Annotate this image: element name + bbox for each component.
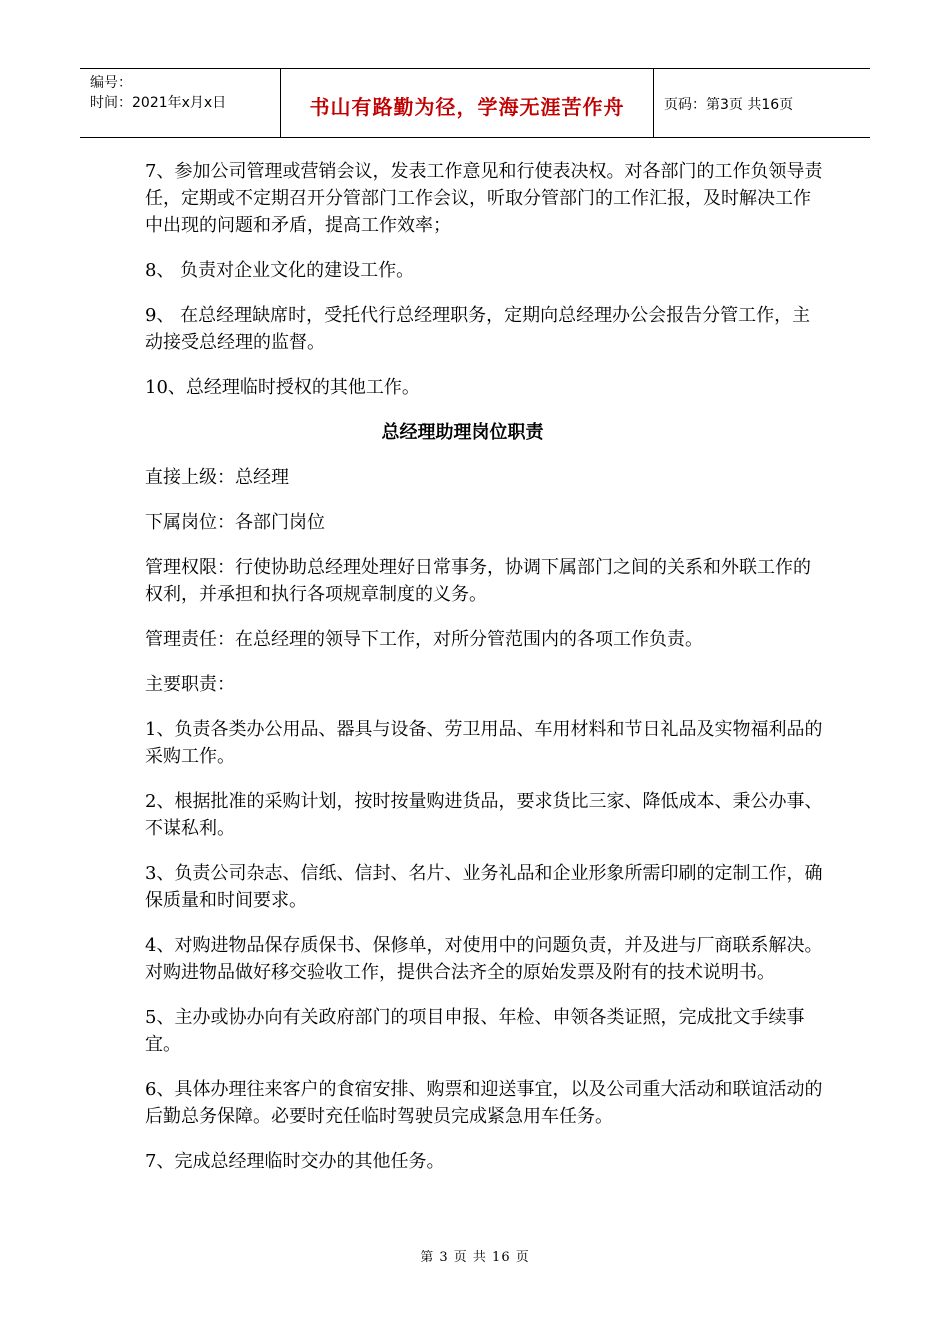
document-body <box>145 158 825 1193</box>
paragraph: 主要职责： <box>145 674 235 695</box>
paragraph: 直接上级：总经理 <box>145 467 289 488</box>
header-time-label: 时间：2021年x月x日 <box>90 95 227 111</box>
paragraph: 3、负责公司杂志、信纸、信封、名片、业务礼品和企业形象所需印刷的定制工作，确保质量和时间要求。 <box>145 863 823 911</box>
document-header <box>80 68 870 138</box>
paragraph: 7、参加公司管理或营销会议，发表工作意见和行使表决权。对各部门的工作负领导责任，定期或不定期召开分管部门工作会议，听取分管部门的工作汇报，及时解决工作中出现的问题和矛盾，提高工作效率； <box>145 161 823 236</box>
section-title: 总经理助理岗位职责 <box>381 422 544 443</box>
paragraph: 6、具体办理往来客户的食宿安排、购票和迎送事宜，以及公司重大活动和联谊活动的后勤总务保障。必要时充任临时驾驶员完成紧急用车任务。 <box>145 1079 823 1127</box>
paragraph: 8、 负责对企业文化的建设工作。 <box>145 260 415 281</box>
header-meta <box>80 69 281 137</box>
paragraph: 10、总经理临时授权的其他工作。 <box>145 377 420 398</box>
paragraph: 管理责任：在总经理的领导下工作，对所分管范围内的各项工作负责。 <box>145 629 703 650</box>
paragraph: 4、对购进物品保存质保书、保修单，对使用中的问题负责，并及进与厂商联系解决。对购进物品做好移交验收工作，提供合法齐全的原始发票及附有的技术说明书。 <box>145 935 823 983</box>
header-page-label: 页码：第3页 共16页 <box>664 97 794 113</box>
header-motto: 书山有路勤为径，学海无涯苦作舟 <box>281 69 654 137</box>
paragraph: 9、 在总经理缺席时，受托代行总经理职务，定期向总经理办公会报告分管工作，主动接受总经理的监督。 <box>145 305 811 353</box>
paragraph: 管理权限：行使协助总经理处理好日常事务，协调下属部门之间的关系和外联工作的权利，并承担和执行各项规章制度的义务。 <box>145 557 811 605</box>
paragraph: 1、负责各类办公用品、器具与设备、劳卫用品、车用材料和节日礼品及实物福利品的采购工作。 <box>145 719 823 767</box>
paragraph: 2、根据批准的采购计划，按时按量购进货品，要求货比三家、降低成本、秉公办事、不谋私利。 <box>145 791 823 839</box>
paragraph: 下属岗位：各部门岗位 <box>145 512 325 533</box>
paragraph: 7、完成总经理临时交办的其他任务。 <box>145 1151 445 1172</box>
header-number-label: 编号： <box>90 75 132 91</box>
page-footer: 第 3 页 共 16 页 <box>420 1250 530 1265</box>
paragraph: 5、主办或协办向有关政府部门的项目申报、年检、申领各类证照，完成批文手续事宜。 <box>145 1007 805 1055</box>
